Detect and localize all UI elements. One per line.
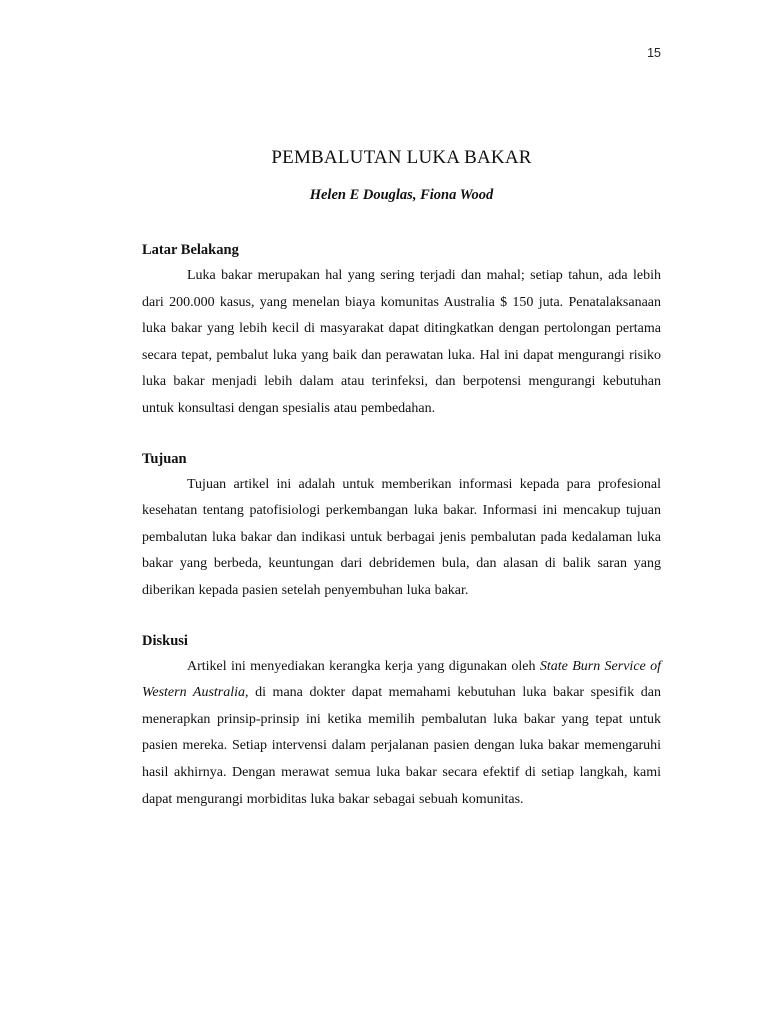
- document-title: PEMBALUTAN LUKA BAKAR: [271, 147, 532, 168]
- section-paragraph: Tujuan artikel ini adalah untuk memberikan informasi kepada para profesional kesehatan tentang patofisiologi perkembangan luka bakar. Informasi ini mencakup tujuan pembalutan luka bakar dan indikasi untuk berbagai jenis pembalutan pada kedalaman luka bakar yang berbeda, keuntungan dari debridemen bula, dan alasan di balik saran yang diberikan kepada pasien setelah penyembuhan luka bakar.: [142, 476, 661, 598]
- section-heading: Tujuan: [142, 450, 187, 467]
- page-number: 15: [647, 46, 661, 60]
- section-heading: Diskusi: [142, 632, 188, 649]
- section-diskusi: [142, 631, 661, 814]
- document-body: [142, 144, 661, 813]
- section-paragraph: Luka bakar merupakan hal yang sering terjadi dan mahal; setiap tahun, ada lebih dari 200.000 kasus, yang menelan biaya komunitas Australia $ 150 juta. Penatalaksanaan luka bakar yang lebih kecil di masyarakat dapat ditingkatkan dengan pertolongan pertama secara tepat, pembalut luka yang baik dan perawatan luka. Hal ini dapat mengurangi risiko luka bakar menjadi lebih dalam atau terinfeksi, dan berpotensi mengurangi kebutuhan untuk konsultasi dengan spesialis atau pembedahan.: [142, 268, 661, 416]
- paragraph-text: , di mana dokter dapat memahami kebutuhan luka bakar spesifik dan menerapkan prinsip-prinsip ini ketika memilih pembalutan luka bakar yang tepat untuk pasien mereka. Setiap intervensi dalam perjalanan pasien dengan luka bakar memengaruhi hasil akhirnya. Dengan merawat semua luka bakar secara efektif di setiap langkah, kami dapat mengurangi morbiditas luka bakar sebagai sebuah komunitas.: [142, 685, 661, 807]
- section-latar-belakang: [142, 240, 661, 423]
- italic-organization-name: State Burn Service of Western Australia: [142, 658, 661, 701]
- section-heading: Latar Belakang: [142, 242, 239, 258]
- paragraph-text: Artikel ini menyediakan kerangka kerja yang digunakan oleh: [187, 658, 540, 674]
- section-tujuan: [142, 449, 661, 605]
- document-authors: Helen E Douglas, Fiona Wood: [309, 187, 494, 203]
- section-paragraph: [142, 654, 661, 814]
